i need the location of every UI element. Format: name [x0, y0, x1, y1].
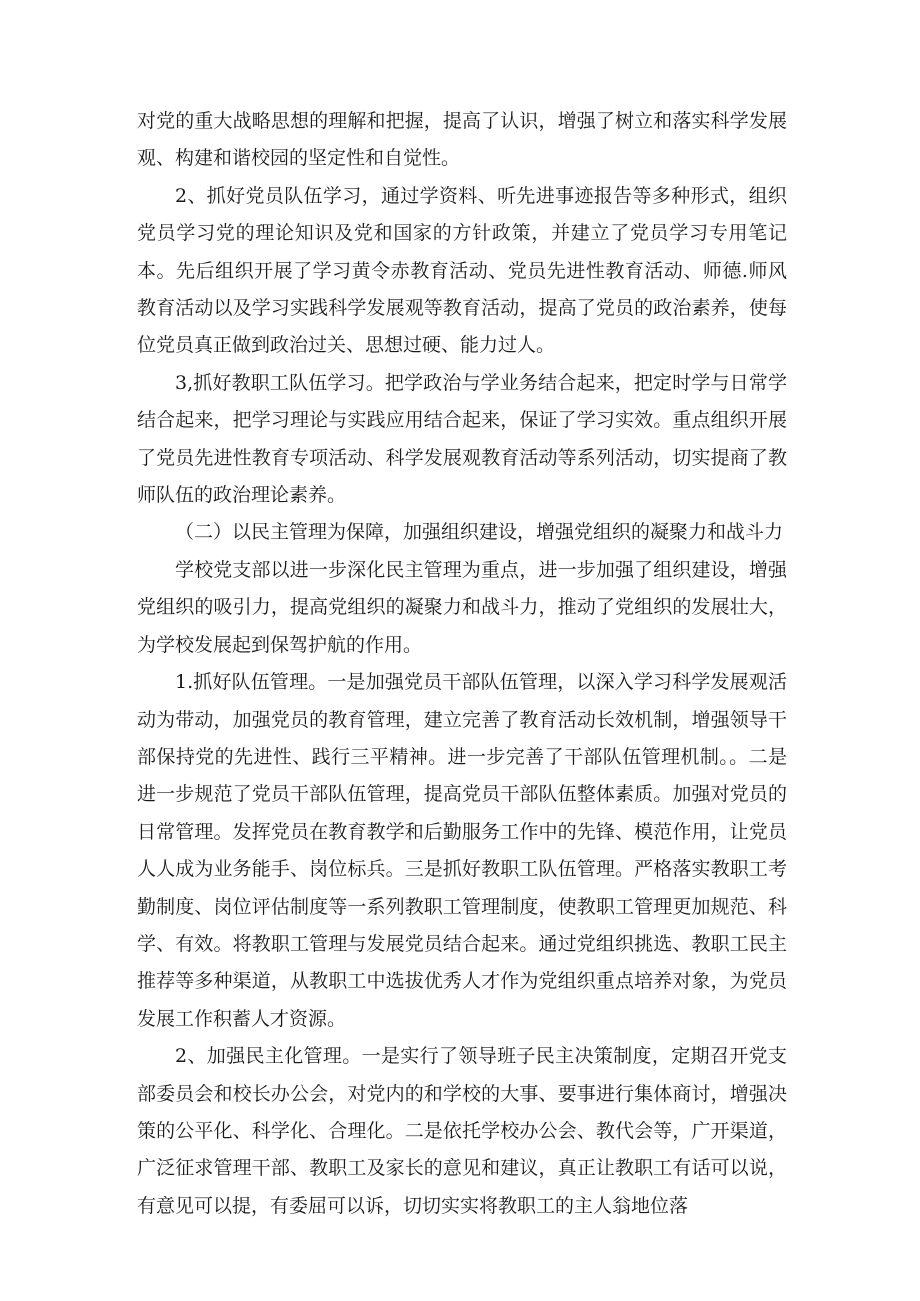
- paragraph-party-member-study: 2、抓好党员队伍学习，通过学资料、听先进事迹报告等多种形式，组织党员学习党的理论知识及党和国家的方针政策，并建立了党员学习专用笔记本。先后组织开展了学习黄令赤教育活动、党员先进性教育活动、师德.师风教育活动以及学习实践科学发展观等教育活动，提高了党员的政治素养，使每位党员真正做到政治过关、思想过硬、能力过人。: [137, 184, 787, 357]
- paragraph-branch-intro: 学校党支部以进一步深化民主管理为重点，进一步加强了组织建设，增强党组织的吸引力，提高党组织的凝聚力和战斗力，推动了党组织的发展壮大，为学校发展起到保驾护航的作用。: [137, 558, 787, 656]
- paragraph-democratic-management: 2、加强民主化管理。一是实行了领导班子民主决策制度，定期召开党支部委员会和校长办公会，对党内的和学校的大事、要事进行集体商讨，增强决策的公平化、科学化、合理化。二是依托学校办公会、教代会等，广开渠道，广泛征求管理干部、教职工及家长的意见和建议，真正让教职工有话可以说，有意见可以提，有委屈可以诉，切切实实将教职工的主人翁地位落: [137, 1045, 787, 1217]
- paragraph-staff-study: 3,抓好教职工队伍学习。把学政治与学业务结合起来，把定时学与日常学结合起来，把学习理论与实践应用结合起来，保证了学习实效。重点组织开展了党员先进性教育专项活动、科学发展观教育活动等系列活动，切实提商了教师队伍的政治理论素养。: [137, 371, 787, 507]
- section-heading: （二）以民主管理为保障，加强组织建设，增强党组织的凝聚力和战斗力: [175, 521, 784, 544]
- paragraph-continuation: 对党的重大战略思想的理解和把握，提高了认识，增强了树立和落实科学发展观、构建和谐校园的坚定性和自觉性。: [137, 110, 787, 170]
- paragraph-team-management: 1.抓好队伍管理。一是加强党员干部队伍管理，以深入学习科学发展观活动为带动，加强党员的教育管理，建立完善了教育活动长效机制，增强领导干部保持党的先进性、践行三平精神。进一步完善了干部队伍管理机制。。二是进一步规范了党员干部队伍管理，提高党员干部队伍整体素质。加强对党员的日常管理。发挥党员在教育教学和后勤服务工作中的先锋、模范作用，让党员人人成为业务能手、岗位标兵。三是抓好教职工队伍管理。严格落实教职工考勤制度、岗位评估制度等一系列教职工管理制度，使教职工管理更加规范、科学、有效。将教职工管理与发展党员结合起来。通过党组织挑选、教职工民主推荐等多种渠道，从教职工中选拔优秀人才作为党组织重点培养对象，为党员发展工作积蓄人才资源。: [137, 671, 787, 1030]
- body-text: [137, 103, 787, 1225]
